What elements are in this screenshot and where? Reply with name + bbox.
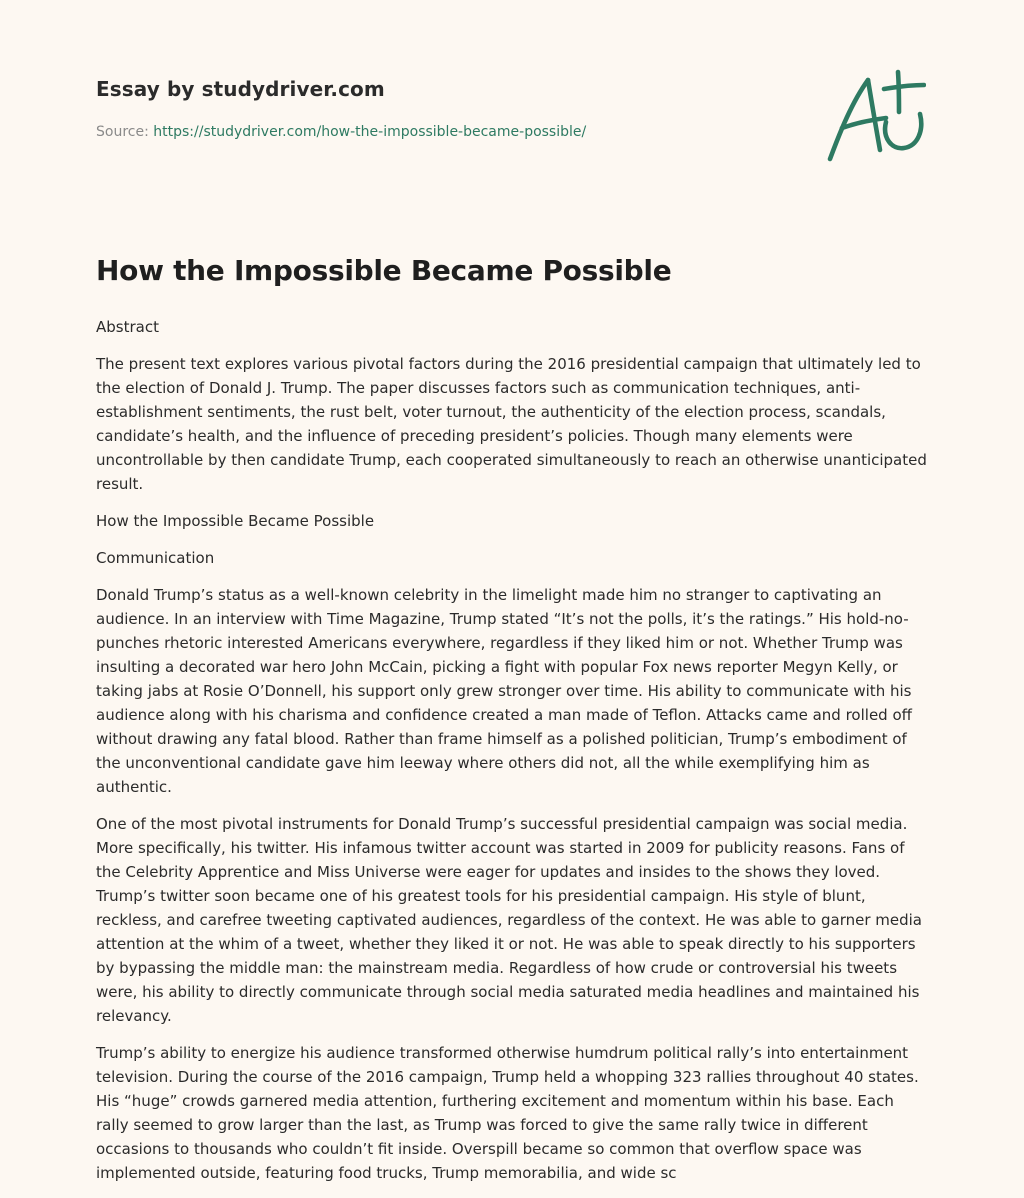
- body-paragraph: Donald Trump’s status as a well-known celebrity in the limelight made him no stranger to captivating an audience. In an interview with Time Magazine, Trump stated “It’s not the polls, it’s the ratings.” His hold-no-punches rhetoric interested Americans everywhere, regardless if they liked him or not. Whether Trump was insulting a decorated war hero John McCain, picking a fight with popular Fox news reporter Megyn Kelly, or taking jabs at Rosie O’Donnell, his support only grew stronger over time. His ability to communicate with his audience along with his charisma and confidence created a man made of Teflon. Attacks came and rolled off without drawing any fatal blood. Rather than frame himself as a polished politician, Trump’s embodiment of the unconventional candidate gave him leeway where others did not, all the while exemplifying him as authentic.: [96, 586, 912, 796]
- essay-body: [96, 315, 930, 1198]
- body-paragraph: One of the most pivotal instruments for Donald Trump’s successful presidential campaign was social media. More specifically, his twitter. His infamous twitter account was started in 2009 for publicity reasons. Fans of the Celebrity Apprentice and Miss Universe were eager for updates and insides to the shows they loved. Trump’s twitter soon became one of his greatest tools for his presidential campaign. His style of blunt, reckless, and carefree tweeting captivated audiences, regardless of the context. He was able to garner media attention at the whim of a tweet, whether they liked it or not. He was able to speak directly to his supporters by bypassing the middle man: the mainstream media. Regardless of how crude or controversial his tweets were, his ability to directly communicate through social media saturated media headlines and maintained his relevancy.: [96, 815, 922, 1025]
- body-paragraph: Trump’s ability to energize his audience transformed otherwise humdrum political rally’s into entertainment television. During the course of the 2016 campaign, Trump held a whopping 323 rallies throughout 40 states. His “huge” crowds garnered media attention, furthering excitement and momentum within his base. Each rally seemed to grow larger than the last, as Trump was forced to give the same rally twice in different occasions to thousands who couldn’t fit inside. Overspill became so common that overflow space was implemented outside, featuring food trucks, Trump memorabilia, and wide sc: [96, 1044, 919, 1182]
- a-plus-logo-icon: [822, 68, 926, 164]
- abstract-heading: Abstract: [96, 318, 159, 336]
- source-line: [96, 124, 586, 140]
- section-heading-communication: Communication: [96, 549, 215, 567]
- essay-title: How the Impossible Became Possible: [96, 254, 672, 287]
- source-label: Source:: [96, 124, 149, 140]
- section-title: How the Impossible Became Possible: [96, 512, 375, 530]
- site-brand: Essay by studydriver.com: [96, 77, 385, 101]
- abstract-paragraph: The present text explores various pivotal factors during the 2016 presidential campaign that ultimately led to the election of Donald J. Trump. The paper discusses factors such as communication techniques, anti-establishment sentiments, the rust belt, voter turnout, the authenticity of the election process, scandals, candidate’s health, and the influence of preceding president’s policies. Though many elements were uncontrollable by then candidate Trump, each cooperated simultaneously to reach an otherwise unanticipated result.: [96, 355, 927, 493]
- source-link[interactable]: https://studydriver.com/how-the-impossible-became-possible/: [153, 124, 587, 140]
